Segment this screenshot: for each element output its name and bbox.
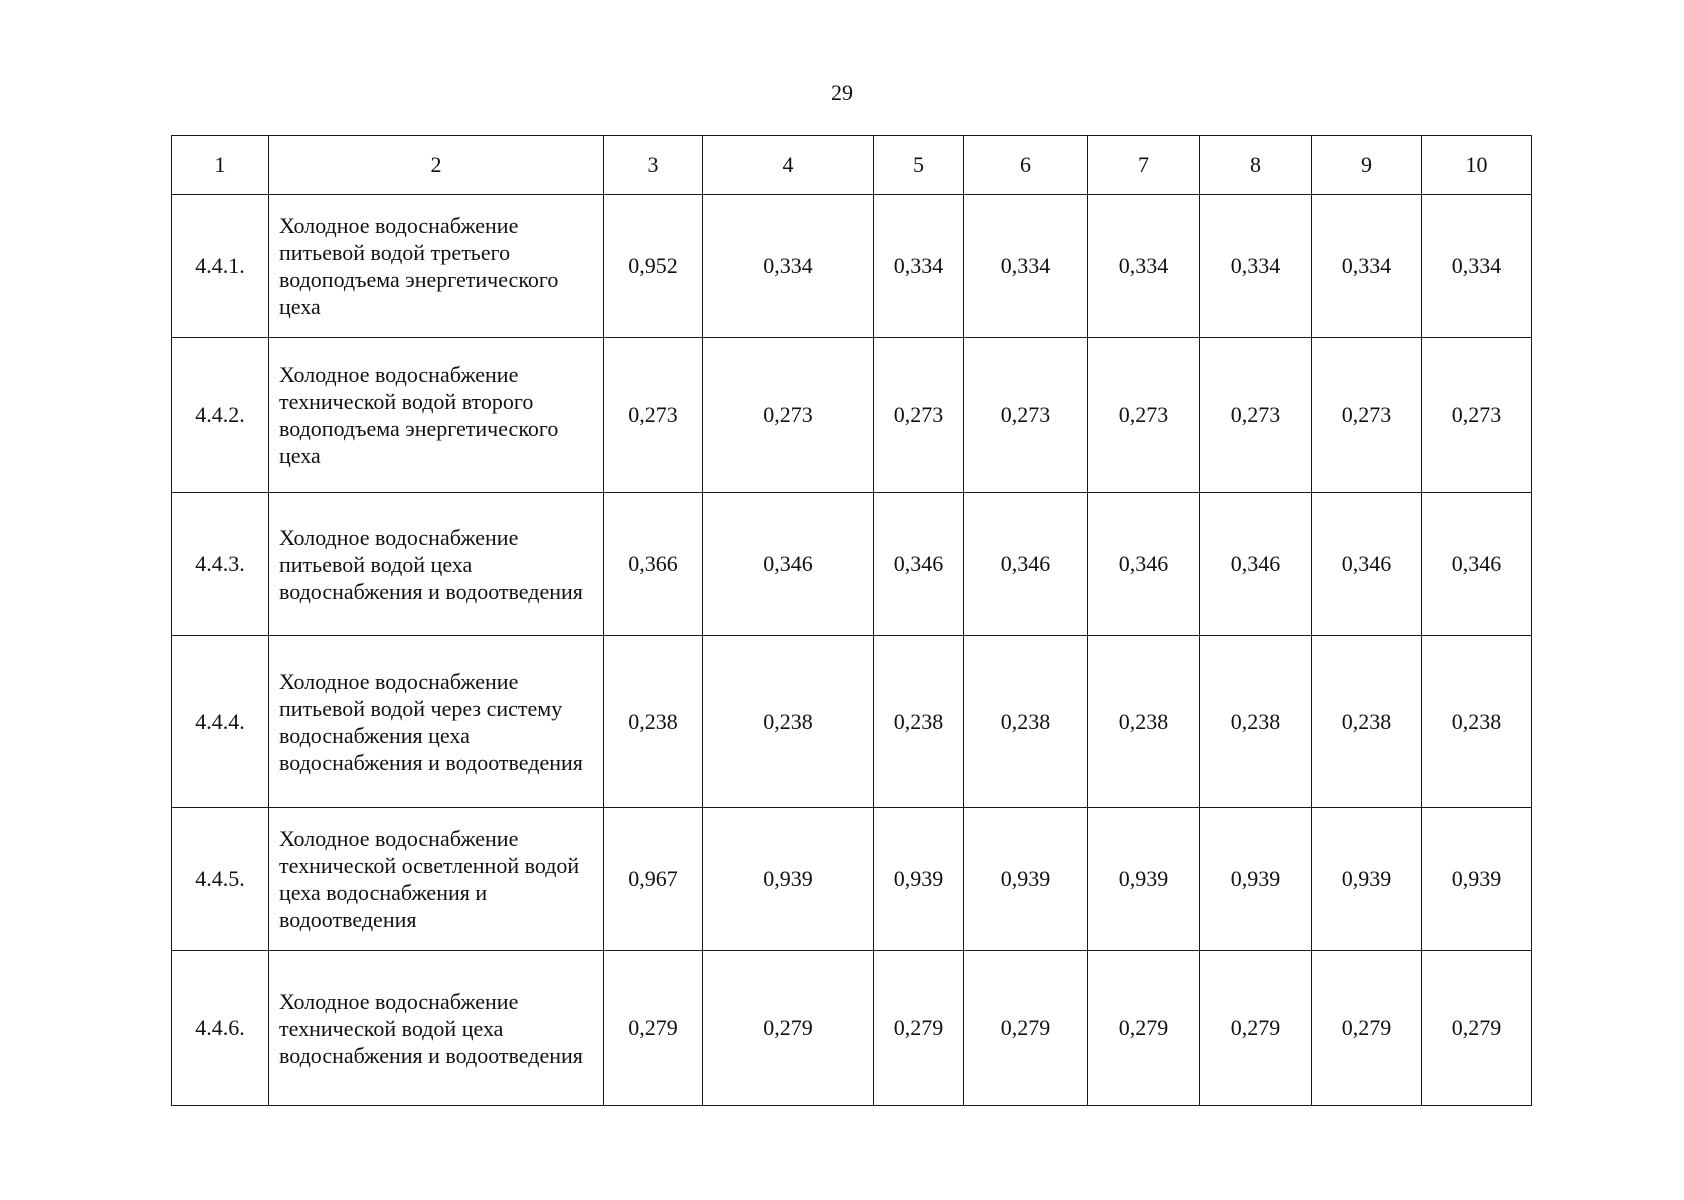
header-row xyxy=(172,136,1532,195)
page-number: 29 xyxy=(831,80,853,105)
value-cell: 0,952 xyxy=(604,195,703,338)
value-cell: 0,939 xyxy=(964,808,1088,951)
column-header: 5 xyxy=(874,136,964,195)
value-cell: 0,279 xyxy=(1088,951,1200,1106)
table-row xyxy=(172,808,1532,951)
value-cell: 0,334 xyxy=(874,195,964,338)
table-row xyxy=(172,493,1532,636)
value-cell: 0,279 xyxy=(604,951,703,1106)
row-description: Холодное водоснабжение технической водой второго водоподъема энергетического цеха xyxy=(269,338,604,493)
row-description: Холодное водоснабжение питьевой водой через систему водоснабжения цеха водоснабжения и водоотведения xyxy=(269,636,604,808)
value-cell: 0,238 xyxy=(874,636,964,808)
tariff-table-container xyxy=(171,135,1531,1106)
column-header: 10 xyxy=(1422,136,1532,195)
value-cell: 0,238 xyxy=(964,636,1088,808)
value-cell: 0,273 xyxy=(874,338,964,493)
value-cell: 0,346 xyxy=(1422,493,1532,636)
table-row xyxy=(172,195,1532,338)
value-cell: 0,238 xyxy=(703,636,874,808)
value-cell: 0,273 xyxy=(604,338,703,493)
row-description: Холодное водоснабжение технической водой цеха водоснабжения и водоотведения xyxy=(269,951,604,1106)
row-code: 4.4.6. xyxy=(172,951,269,1106)
row-description: Холодное водоснабжение питьевой водой цеха водоснабжения и водоотведения xyxy=(269,493,604,636)
table-row xyxy=(172,951,1532,1106)
value-cell: 0,346 xyxy=(964,493,1088,636)
value-cell: 0,238 xyxy=(1088,636,1200,808)
value-cell: 0,238 xyxy=(1422,636,1532,808)
column-header: 9 xyxy=(1312,136,1422,195)
value-cell: 0,273 xyxy=(1088,338,1200,493)
value-cell: 0,279 xyxy=(1312,951,1422,1106)
value-cell: 0,279 xyxy=(964,951,1088,1106)
value-cell: 0,238 xyxy=(604,636,703,808)
table-row xyxy=(172,338,1532,493)
value-cell: 0,334 xyxy=(1200,195,1312,338)
value-cell: 0,279 xyxy=(1422,951,1532,1106)
value-cell: 0,273 xyxy=(1312,338,1422,493)
value-cell: 0,334 xyxy=(1088,195,1200,338)
value-cell: 0,279 xyxy=(1200,951,1312,1106)
column-header: 3 xyxy=(604,136,703,195)
value-cell: 0,273 xyxy=(964,338,1088,493)
value-cell: 0,273 xyxy=(1422,338,1532,493)
value-cell: 0,346 xyxy=(874,493,964,636)
value-cell: 0,939 xyxy=(874,808,964,951)
value-cell: 0,366 xyxy=(604,493,703,636)
value-cell: 0,334 xyxy=(1422,195,1532,338)
value-cell: 0,273 xyxy=(703,338,874,493)
row-description: Холодное водоснабжение питьевой водой третьего водоподъема энергетического цеха xyxy=(269,195,604,338)
value-cell: 0,334 xyxy=(703,195,874,338)
value-cell: 0,346 xyxy=(1200,493,1312,636)
row-description: Холодное водоснабжение технической осветленной водой цеха водоснабжения и водоотведения xyxy=(269,808,604,951)
tariff-table xyxy=(171,135,1532,1106)
value-cell: 0,279 xyxy=(703,951,874,1106)
value-cell: 0,939 xyxy=(1312,808,1422,951)
row-code: 4.4.3. xyxy=(172,493,269,636)
row-code: 4.4.2. xyxy=(172,338,269,493)
value-cell: 0,939 xyxy=(1200,808,1312,951)
column-header: 8 xyxy=(1200,136,1312,195)
value-cell: 0,279 xyxy=(874,951,964,1106)
column-header: 6 xyxy=(964,136,1088,195)
column-header: 1 xyxy=(172,136,269,195)
table-row xyxy=(172,636,1532,808)
value-cell: 0,967 xyxy=(604,808,703,951)
column-header: 2 xyxy=(269,136,604,195)
value-cell: 0,939 xyxy=(1088,808,1200,951)
value-cell: 0,939 xyxy=(703,808,874,951)
value-cell: 0,334 xyxy=(1312,195,1422,338)
value-cell: 0,238 xyxy=(1200,636,1312,808)
column-header: 7 xyxy=(1088,136,1200,195)
value-cell: 0,346 xyxy=(703,493,874,636)
value-cell: 0,238 xyxy=(1312,636,1422,808)
column-header: 4 xyxy=(703,136,874,195)
row-code: 4.4.1. xyxy=(172,195,269,338)
value-cell: 0,334 xyxy=(964,195,1088,338)
value-cell: 0,346 xyxy=(1088,493,1200,636)
value-cell: 0,273 xyxy=(1200,338,1312,493)
row-code: 4.4.4. xyxy=(172,636,269,808)
value-cell: 0,346 xyxy=(1312,493,1422,636)
row-code: 4.4.5. xyxy=(172,808,269,951)
value-cell: 0,939 xyxy=(1422,808,1532,951)
